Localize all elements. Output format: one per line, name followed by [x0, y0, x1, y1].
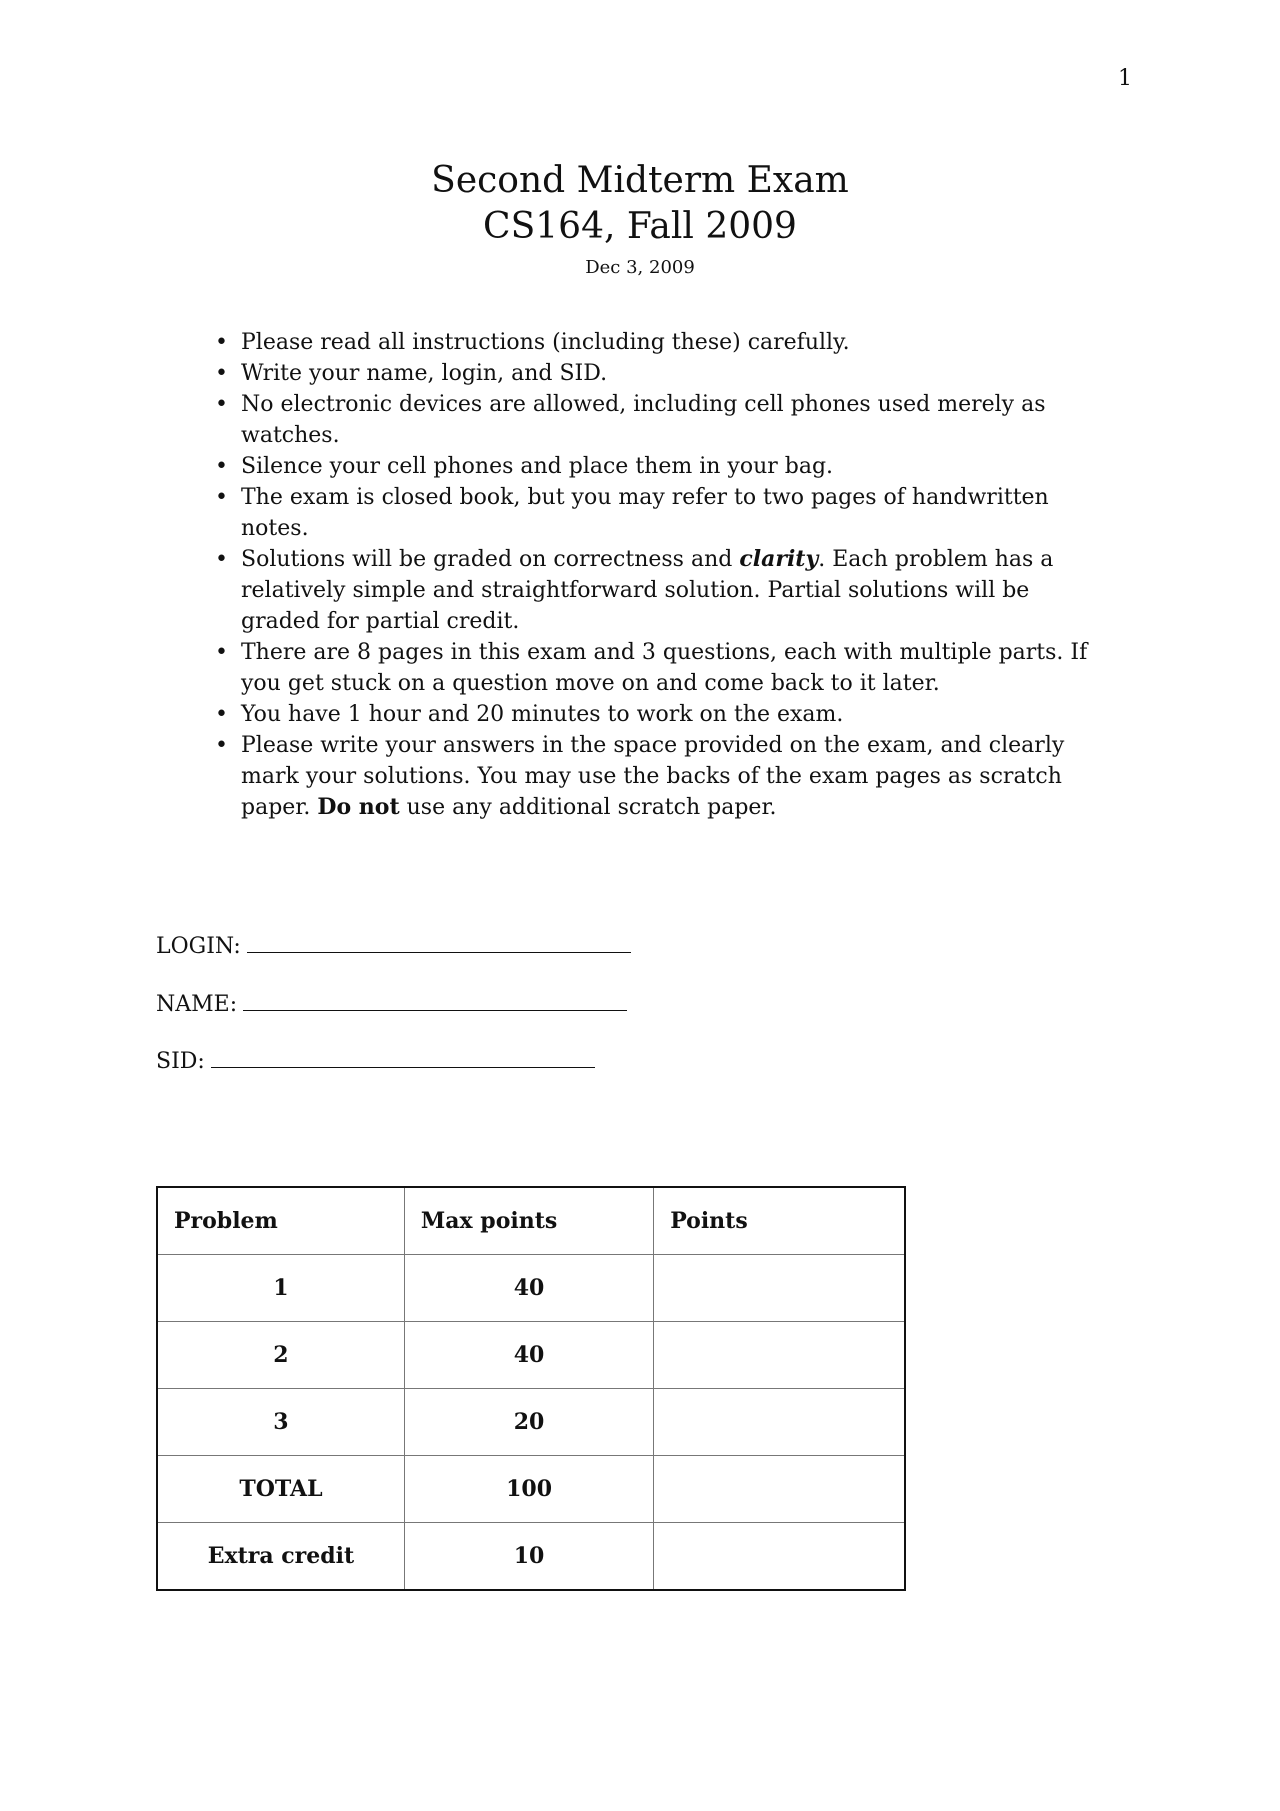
- points-cell[interactable]: [654, 1255, 905, 1322]
- points-cell[interactable]: [654, 1523, 905, 1591]
- table-row: [157, 1456, 905, 1523]
- max-points-cell: 40: [404, 1255, 653, 1322]
- problem-cell: TOTAL: [157, 1456, 404, 1523]
- instruction-item: • There are 8 pages in this exam and 3 questions, each with multiple parts. If you get stuck on a question move on and come back to it later.: [215, 637, 1115, 699]
- name-field: [156, 988, 627, 1020]
- bullet-icon: •: [215, 702, 228, 727]
- bullet-icon: •: [215, 640, 228, 665]
- max-points-cell: 10: [404, 1523, 653, 1591]
- bullet-icon: •: [215, 454, 228, 479]
- sid-field: [156, 1045, 595, 1077]
- instruction-item: • Solutions will be graded on correctness and clarity. Each problem has a relatively simple and straightforward solution. Partial solutions will be graded for partial credit.: [215, 546, 1054, 634]
- login-field: [156, 930, 631, 962]
- bullet-icon: •: [215, 485, 228, 510]
- login-label: LOGIN:: [156, 934, 241, 959]
- bullet-icon: •: [215, 392, 228, 417]
- exam-title: Second Midterm Exam: [431, 160, 849, 201]
- instruction-item: • Write your name, login, and SID.: [215, 358, 1115, 389]
- points-cell[interactable]: [654, 1322, 905, 1389]
- name-label: NAME:: [156, 992, 238, 1017]
- table-header-row: [157, 1187, 905, 1255]
- sid-input-line[interactable]: [211, 1045, 595, 1068]
- max-points-cell: 40: [404, 1322, 653, 1389]
- header-points: Points: [654, 1187, 905, 1255]
- max-points-cell: 20: [404, 1389, 653, 1456]
- bullet-icon: •: [215, 547, 228, 572]
- course-title: CS164, Fall 2009: [483, 206, 797, 247]
- points-cell[interactable]: [654, 1456, 905, 1523]
- login-input-line[interactable]: [247, 930, 631, 953]
- bullet-icon: •: [215, 733, 228, 758]
- instruction-item: • No electronic devices are allowed, including cell phones used merely as watches.: [215, 389, 1115, 451]
- problem-cell: 1: [157, 1255, 404, 1322]
- table-row: [157, 1322, 905, 1389]
- exam-title-block: [0, 158, 1280, 282]
- header-problem: Problem: [157, 1187, 404, 1255]
- instruction-item: • The exam is closed book, but you may refer to two pages of handwritten notes.: [215, 482, 1115, 544]
- instruction-item: • Please write your answers in the space provided on the exam, and clearly mark your solutions. You may use the backs of the exam pages as scratch paper. Do not use any additional scratch paper.: [215, 730, 1115, 823]
- page-number: 1: [1118, 66, 1132, 91]
- sid-label: SID:: [156, 1049, 205, 1074]
- instruction-item: • Silence your cell phones and place them in your bag.: [215, 451, 1115, 482]
- exam-date: Dec 3, 2009: [585, 257, 695, 278]
- name-input-line[interactable]: [243, 988, 627, 1011]
- emphasis-clarity: clarity: [739, 546, 819, 572]
- bullet-icon: •: [215, 361, 228, 386]
- table-row: [157, 1389, 905, 1456]
- problem-cell: 3: [157, 1389, 404, 1456]
- bullet-icon: •: [215, 330, 228, 355]
- problem-cell: Extra credit: [157, 1523, 404, 1591]
- instruction-item: • Please read all instructions (including these) carefully.: [215, 327, 1115, 358]
- problem-cell: 2: [157, 1322, 404, 1389]
- instruction-item: • You have 1 hour and 20 minutes to work on the exam.: [215, 699, 1115, 730]
- emphasis-do-not: Do not: [317, 794, 400, 820]
- points-cell[interactable]: [654, 1389, 905, 1456]
- table-row: [157, 1523, 905, 1591]
- instructions-list: [215, 327, 1115, 823]
- score-table: [156, 1186, 906, 1591]
- header-max-points: Max points: [404, 1187, 653, 1255]
- table-row: [157, 1255, 905, 1322]
- max-points-cell: 100: [404, 1456, 653, 1523]
